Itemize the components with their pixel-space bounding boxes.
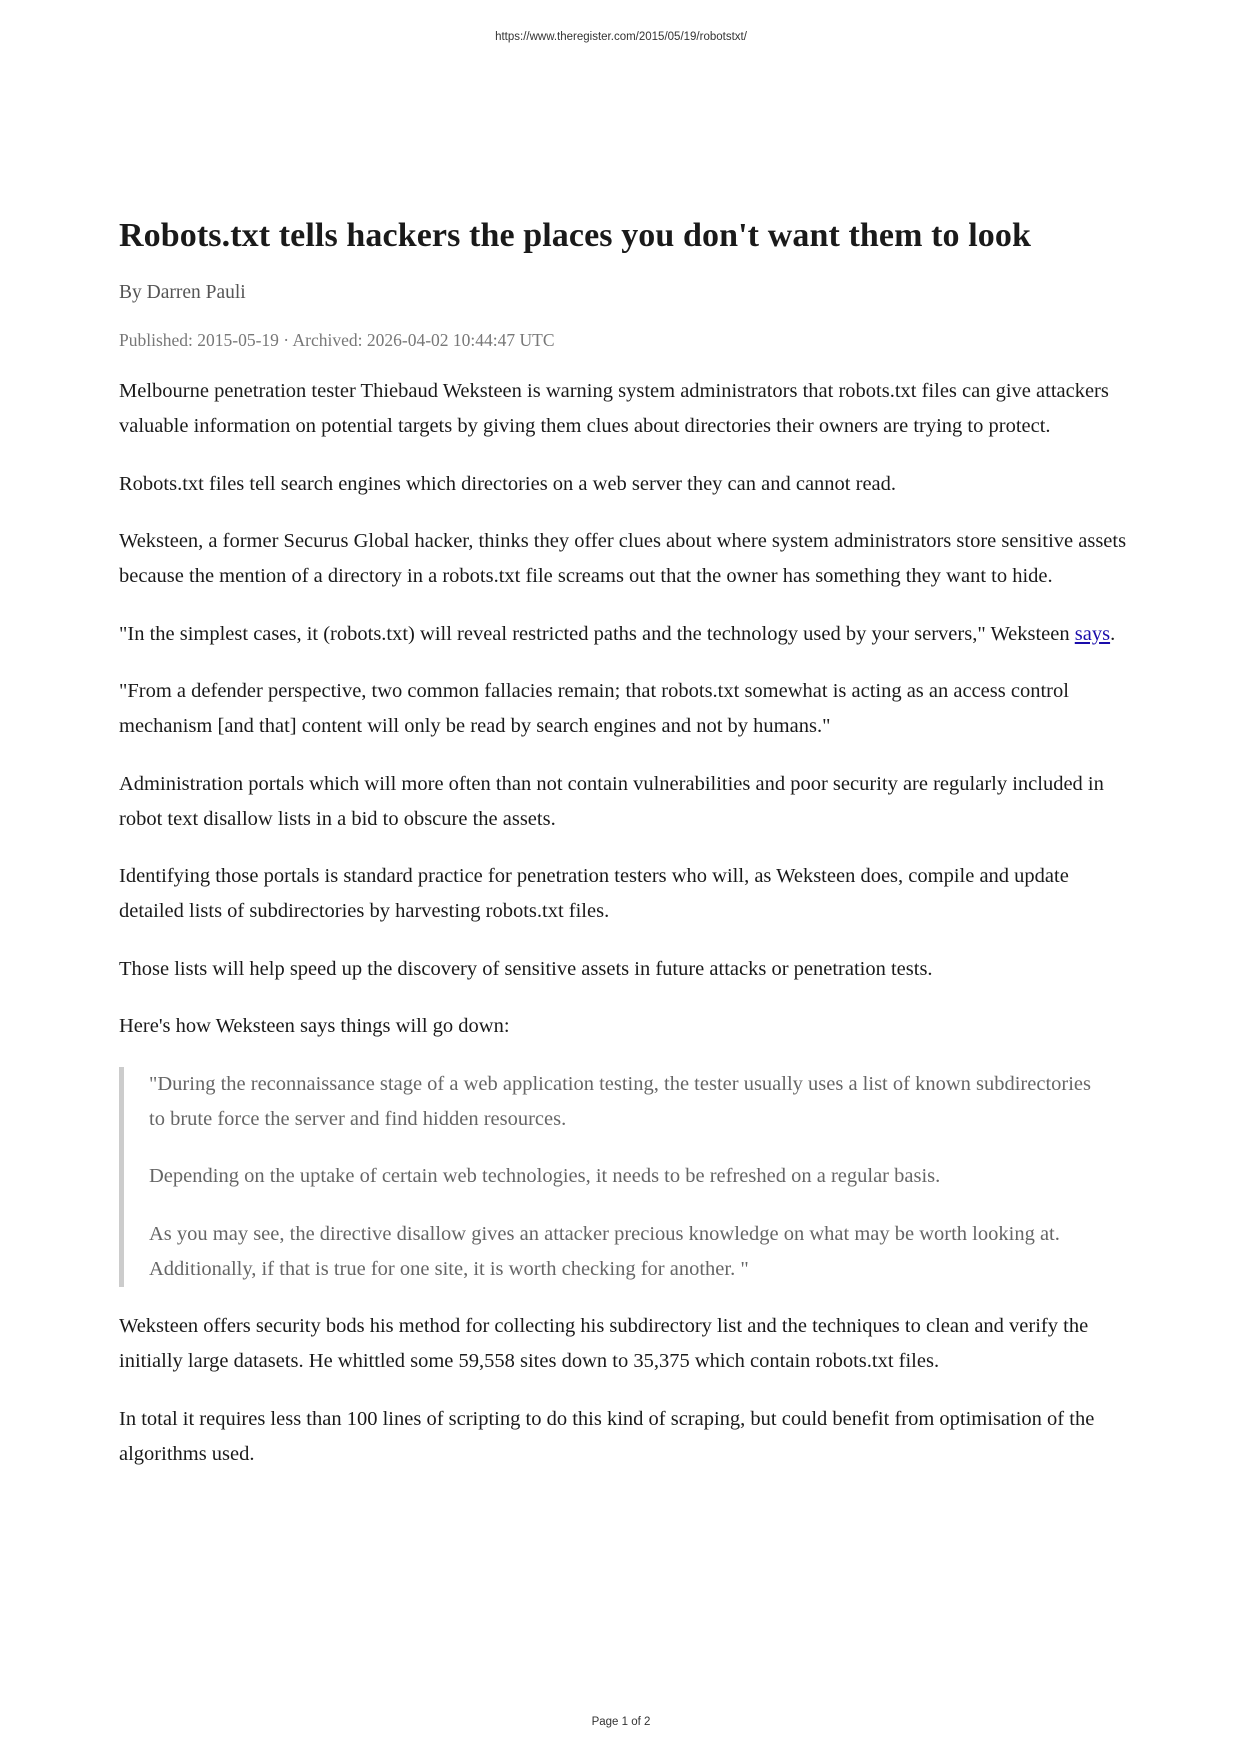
paragraph: Weksteen offers security bods his method for collecting his subdirectory list and the techniques to clean and verify the initially large datasets. He whittled some 59,558 sites down to 35,375 which contain robots.txt files. [119, 1315, 1089, 1372]
paragraph-text: "In the simplest cases, it (robots.txt) will reveal restricted paths and the technology used by your servers," Weksteen [119, 622, 1075, 645]
paragraph-with-link [119, 617, 1129, 652]
blockquote [119, 1067, 1129, 1287]
page-header-url: https://www.theregister.com/2015/05/19/robotstxt/ [495, 31, 747, 43]
article-byline: By Darren Pauli [119, 282, 246, 303]
quote-paragraph: Depending on the uptake of certain web technologies, it needs to be refreshed on a regular basis. [149, 1165, 941, 1187]
paragraph: Administration portals which will more often than not contain vulnerabilities and poor security are regularly included in robot text disallow lists in a bid to obscure the assets. [119, 772, 1104, 830]
page-number: Page 1 of 2 [591, 1716, 651, 1728]
paragraph: Those lists will help speed up the discovery of sensitive assets in future attacks or penetration tests. [119, 957, 933, 980]
says-link[interactable]: says [1074, 622, 1111, 645]
quote-paragraph: As you may see, the directive disallow gives an attacker precious knowledge on what may be worth looking at. Additionally, if that is true for one site, it is worth checking for another. " [149, 1222, 1060, 1280]
paragraph: Melbourne penetration tester Thiebaud Weksteen is warning system administrators that robots.txt files can give attackers valuable information on potential targets by giving them clues about directories their owners are trying to protect. [119, 380, 1109, 437]
article-body [119, 374, 1129, 1472]
paragraph: Identifying those portals is standard practice for penetration testers who will, as Weksteen does, compile and update detailed lists of subdirectories by harvesting robots.txt files. [119, 865, 1069, 922]
quote-paragraph: "During the reconnaissance stage of a web application testing, the tester usually uses a list of known subdirectories to brute force the server and find hidden resources. [149, 1072, 1091, 1130]
paragraph: Robots.txt files tell search engines which directories on a web server they can and cannot read. [119, 472, 897, 495]
article-meta: Published: 2015-05-19 · Archived: 2026-04-02 10:44:47 UTC [119, 330, 555, 350]
article-title: Robots.txt tells hackers the places you don't want them to look [119, 217, 1032, 254]
paragraph: Here's how Weksteen says things will go down: [119, 1015, 510, 1037]
paragraph: Weksteen, a former Securus Global hacker, thinks they offer clues about where system administrators store sensitive assets because the mention of a directory in a robots.txt file screams out that the owner has something they want to hide. [119, 530, 1127, 587]
article [119, 212, 1129, 1494]
paragraph: "From a defender perspective, two common fallacies remain; that robots.txt somewhat is acting as an access control mechanism [and that] content will only be read by search engines and not by humans." [119, 680, 1069, 737]
paragraph: In total it requires less than 100 lines of scripting to do this kind of scraping, but could benefit from optimisation of the algorithms used. [119, 1407, 1095, 1465]
paragraph-text: . [1110, 622, 1116, 645]
